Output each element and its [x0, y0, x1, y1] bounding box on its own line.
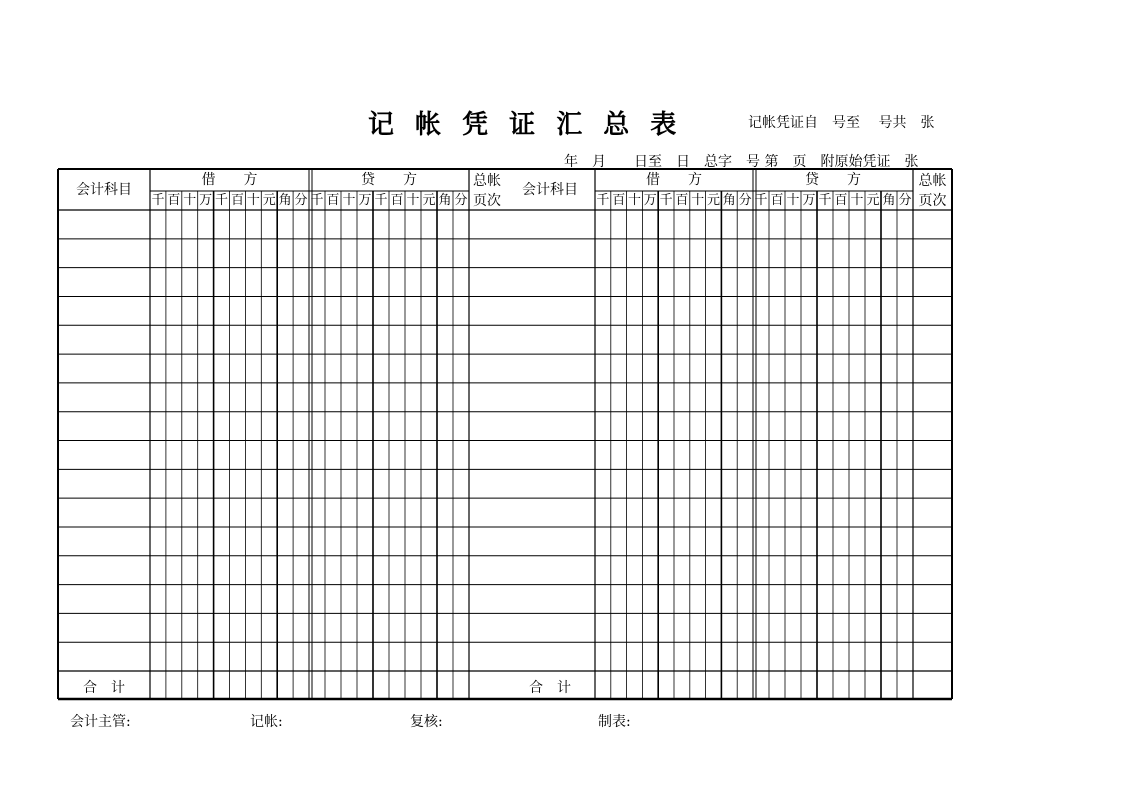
unit-元-credit-right: 元 — [866, 193, 880, 208]
ledger-header-top-right: 总帐 — [918, 173, 947, 189]
debit-header-left: 借 方 — [201, 172, 258, 188]
unit-十-debit-left: 十 — [246, 193, 260, 208]
debit-header-right: 借 方 — [646, 172, 702, 188]
unit-角-credit-right: 角 — [882, 193, 896, 208]
unit-百-credit-right: 百 — [834, 193, 848, 208]
unit-万-debit-left: 万 — [199, 193, 213, 208]
page-title: 记 帐 凭 证 汇 总 表 — [368, 110, 683, 140]
unit-百-debit-left: 百 — [230, 193, 244, 208]
ledger-header-top-left: 总帐 — [473, 173, 501, 189]
ledger-header-bottom-left: 页次 — [473, 193, 501, 209]
voucher-range-text: 记帐凭证自 号至 号共 张 — [748, 115, 935, 131]
unit-分-credit-left: 分 — [454, 193, 468, 208]
unit-十-credit-left: 十 — [406, 193, 420, 208]
unit-角-debit-left: 角 — [278, 193, 292, 208]
unit-千-credit-right: 千 — [754, 193, 768, 208]
unit-千-debit-right: 千 — [659, 193, 673, 208]
unit-千-debit-left: 千 — [151, 193, 165, 208]
unit-十-credit-right: 十 — [786, 193, 800, 208]
account-header-left: 会计科目 — [76, 182, 132, 198]
unit-十-debit-left: 十 — [183, 193, 197, 208]
unit-百-credit-right: 百 — [770, 193, 784, 208]
unit-十-credit-left: 十 — [342, 193, 356, 208]
unit-十-debit-right: 十 — [691, 193, 705, 208]
total-label-left: 合 计 — [83, 680, 125, 696]
unit-元-debit-right: 元 — [706, 193, 720, 208]
unit-百-debit-right: 百 — [675, 193, 689, 208]
ledger-header-bottom-right: 页次 — [918, 193, 947, 209]
unit-百-debit-right: 百 — [612, 193, 626, 208]
unit-千-credit-left: 千 — [374, 193, 388, 208]
unit-万-debit-right: 万 — [643, 193, 657, 208]
unit-角-credit-left: 角 — [438, 193, 452, 208]
unit-万-credit-left: 万 — [358, 193, 372, 208]
footer-bookkeeper: 记帐: — [250, 714, 283, 730]
credit-header-right: 贷 方 — [805, 172, 861, 188]
unit-万-credit-right: 万 — [802, 193, 816, 208]
unit-百-credit-left: 百 — [390, 193, 404, 208]
footer-reviewer: 复核: — [410, 714, 443, 730]
unit-元-debit-left: 元 — [262, 193, 276, 208]
unit-十-credit-right: 十 — [850, 193, 864, 208]
unit-百-credit-left: 百 — [326, 193, 340, 208]
unit-角-debit-right: 角 — [722, 193, 736, 208]
unit-分-credit-right: 分 — [898, 193, 912, 208]
footer-preparer: 制表: — [598, 714, 631, 730]
unit-千-debit-right: 千 — [596, 193, 610, 208]
unit-千-debit-left: 千 — [215, 193, 229, 208]
period-line: 年 月 日至 日 总字 号 第 页 附原始凭证 张 — [564, 154, 919, 170]
unit-十-debit-right: 十 — [627, 193, 641, 208]
unit-元-credit-left: 元 — [422, 193, 436, 208]
footer-supervisor: 会计主管: — [70, 714, 131, 730]
unit-千-credit-right: 千 — [818, 193, 832, 208]
unit-分-debit-right: 分 — [738, 193, 752, 208]
unit-千-credit-left: 千 — [310, 193, 324, 208]
unit-分-debit-left: 分 — [294, 193, 308, 208]
total-label-right: 合 计 — [529, 680, 571, 696]
account-header-right: 会计科目 — [522, 182, 578, 198]
unit-百-debit-left: 百 — [167, 193, 181, 208]
credit-header-left: 贷 方 — [361, 172, 417, 188]
